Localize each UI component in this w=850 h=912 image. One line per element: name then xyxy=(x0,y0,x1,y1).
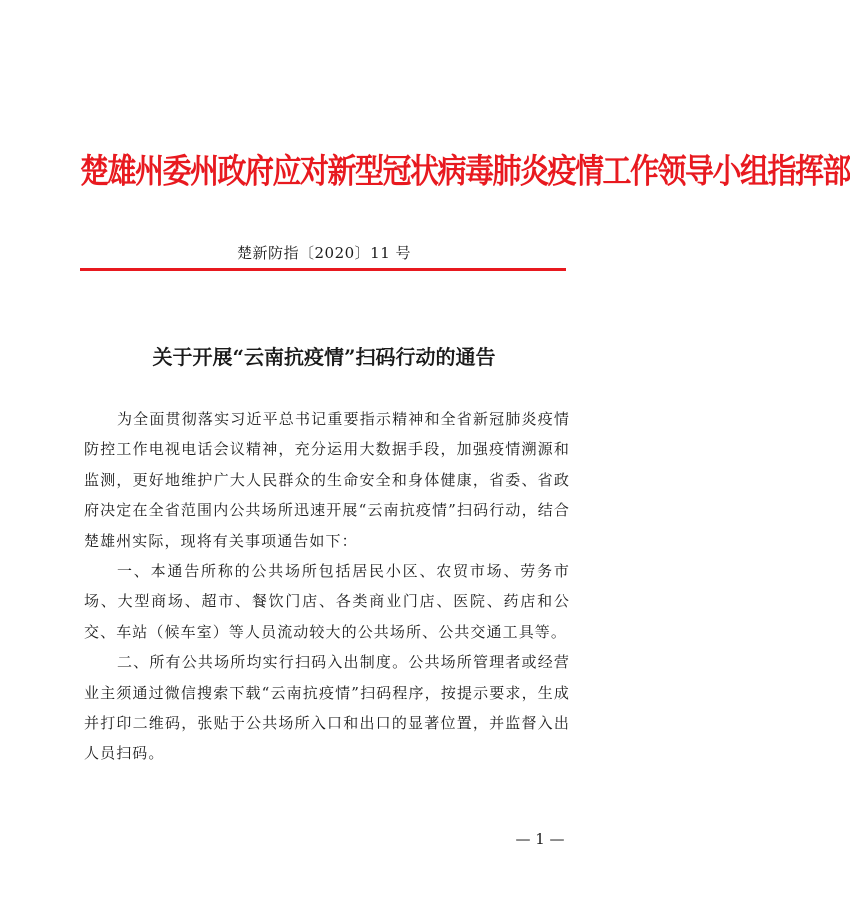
paragraph-item-2: 二、所有公共场所均实行扫码入出制度。公共场所管理者或经营业主须通过微信搜索下载“云南抗疫情”扫码程序，按提示要求，生成并打印二维码，张贴于公共场所入口和出口的显著位置，并监督入出人员扫码。 xyxy=(84,653,570,763)
red-divider-line xyxy=(80,268,566,271)
paragraph-item-1: 一、本通告所称的公共场所包括居民小区、农贸市场、劳务市场、大型商场、超市、餐饮门店、各类商业门店、医院、药店和公交、车站（候车室）等人员流动较大的公共场所、公共交通工具等。 xyxy=(84,562,570,641)
notice-body xyxy=(84,404,570,769)
document-number: 楚新防指〔2020〕11 号 xyxy=(236,244,412,262)
page-number: — 1 — xyxy=(515,830,565,848)
notice-title: 关于开展“云南抗疫情”扫码行动的通告 xyxy=(152,345,496,369)
issuing-organization-header: 楚雄州委州政府应对新型冠状病毒肺炎疫情工作领导小组指挥部 xyxy=(80,151,850,191)
paragraph-intro: 为全面贯彻落实习近平总书记重要指示精神和全省新冠肺炎疫情防控工作电视电话会议精神，充分运用大数据手段，加强疫情溯源和监测，更好地维护广大人民群众的生命安全和身体健康，省委、省政府决定在全省范围内公共场所迅速开展“云南抗疫情”扫码行动，结合楚雄州实际，现将有关事项通告如下： xyxy=(84,410,570,550)
